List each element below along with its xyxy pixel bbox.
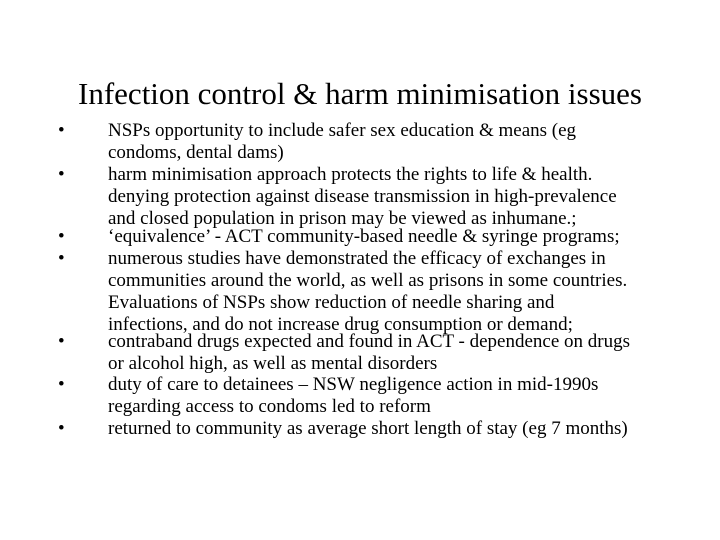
bullet-text [108, 248, 708, 336]
bullet-text [108, 164, 708, 230]
bullet-line: Evaluations of NSPs show reduction of needle sharing and [108, 292, 555, 313]
bullet-icon: • [58, 164, 65, 185]
slide-title: Infection control & harm minimisation issues [78, 76, 642, 111]
bullet-line: numerous studies have demonstrated the efficacy of exchanges in [108, 248, 606, 269]
bullet-line: ‘equivalence’ - ACT community-based needle & syringe programs; [108, 226, 620, 247]
bullet-line: communities around the world, as well as prisons in some countries. [108, 270, 628, 291]
bullet-line: NSPs opportunity to include safer sex education & means (eg [108, 120, 577, 141]
bullet-line: contraband drugs expected and found in ACT - dependence on drugs [108, 331, 630, 352]
bullet-line: denying protection against disease transmission in high-prevalence [108, 186, 617, 207]
bullet-text [108, 226, 708, 248]
bullet-icon: • [58, 226, 65, 247]
bullet-text [108, 331, 708, 375]
bullet-line: condoms, dental dams) [108, 142, 284, 163]
bullet-line: returned to community as average short length of stay (eg 7 months) [108, 418, 628, 439]
bullet-line: duty of care to detainees – NSW negligence action in mid-1990s [108, 374, 599, 395]
bullet-text [108, 418, 708, 440]
bullet-icon: • [58, 248, 65, 269]
bullet-line: harm minimisation approach protects the rights to life & health. [108, 164, 593, 185]
bullet-line: regarding access to condoms led to reform [108, 396, 431, 417]
bullet-line: infections, and do not increase drug consumption or demand; [108, 314, 573, 335]
bullet-icon: • [58, 120, 65, 141]
bullet-line: or alcohol high, as well as mental disorders [108, 353, 438, 374]
bullet-text [108, 120, 708, 164]
bullet-icon: • [58, 418, 65, 439]
bullet-text [108, 374, 708, 418]
bullet-icon: • [58, 374, 65, 395]
bullet-line: and closed population in prison may be viewed as inhumane.; [108, 208, 577, 229]
bullet-icon: • [58, 331, 65, 352]
